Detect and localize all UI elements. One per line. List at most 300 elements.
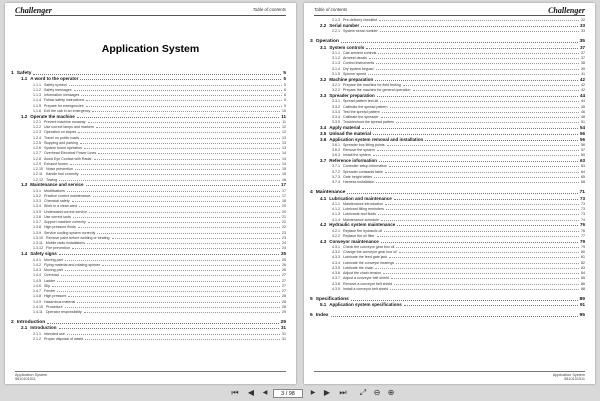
- toc-entry-number: 1.2.11: [33, 172, 43, 177]
- toc-entry-title: Prepare for emergencies: [44, 103, 84, 108]
- toc-entry-title: Exhaust fumes: [44, 161, 68, 166]
- toc-leader-dots: [88, 122, 281, 123]
- toc-entry-title: Machine preparation: [329, 76, 374, 82]
- toc-leader-dots: [68, 296, 280, 297]
- toc-entry[interactable]: [5, 336, 296, 341]
- toc-entry-page: 33: [581, 29, 585, 34]
- toc-entry-page: 42: [581, 88, 585, 93]
- toc-entry-page: 37: [581, 50, 585, 55]
- toc-leader-dots: [368, 74, 579, 75]
- toc-leader-dots: [75, 169, 280, 170]
- toc-entry-number: 3.3.1: [332, 99, 340, 104]
- toc-entry-number: 4.2.2: [332, 233, 340, 238]
- toc-entry[interactable]: [5, 309, 296, 314]
- toc-entry-title: System boom operation: [44, 146, 82, 151]
- toc-entry-number: 1.1.3: [33, 93, 41, 98]
- toc-entry-number: 1.2.3: [33, 130, 41, 135]
- toc-entry-number: 1.3.4: [33, 204, 41, 209]
- last-page-icon[interactable]: ⏭: [339, 388, 347, 397]
- toc-leader-dots: [373, 155, 579, 156]
- toc-entry-number: 1.4.7: [33, 289, 41, 294]
- toc-entry-page: 14: [282, 161, 286, 166]
- toc-entry-number: 5: [310, 296, 313, 302]
- toc-entry-title: Spreader preparation: [329, 93, 375, 99]
- toc-entry-page: 17: [282, 188, 286, 193]
- fullscreen-icon[interactable]: ⤢: [359, 388, 367, 397]
- toc-leader-dots: [94, 159, 280, 160]
- toc-entry-title: High pressure: [44, 294, 67, 299]
- toc-leader-dots: [47, 323, 278, 324]
- toc-leader-dots: [380, 101, 579, 102]
- toc-leader-dots: [78, 227, 280, 228]
- toc-entry-title: Spinner speed: [343, 71, 367, 76]
- toc-leader-dots: [67, 191, 280, 192]
- toc-entry-page: 73: [579, 195, 585, 201]
- toc-leader-dots: [59, 328, 279, 329]
- toc-entry-number: 1.4.2: [33, 262, 41, 267]
- toc-entry-title: Mobile radio installations: [45, 241, 86, 246]
- toc-entry-page: 28: [282, 304, 286, 309]
- toc-entry-number: 1.2.10: [33, 167, 43, 172]
- toc-entry-page: 22: [282, 225, 286, 230]
- toc-entry-number: 1.4.11: [33, 310, 43, 315]
- toc-leader-dots: [331, 316, 578, 317]
- toc-leader-dots: [362, 128, 578, 129]
- toc-entry-number: 1.2.12: [33, 177, 43, 182]
- toc-entry-page: 44: [581, 99, 585, 104]
- toc-leader-dots: [72, 201, 280, 202]
- toc-entry-page: 44: [579, 93, 585, 99]
- toc-leader-dots: [65, 307, 280, 308]
- toc-entry-page: 6: [284, 93, 286, 98]
- toc-entry-title: Flying material and rotating spinner: [44, 262, 101, 267]
- toc-entry-number: 3.3.2: [332, 104, 340, 109]
- toc-entry-number: 3.3: [320, 93, 327, 99]
- toc-entry-page: 51: [581, 120, 585, 125]
- toc-entry-title: Fire prevention: [46, 246, 70, 251]
- toc-entry-page: 13: [282, 146, 286, 151]
- toc-entry-title: Lubricants and fluids: [343, 212, 376, 217]
- toc-entry-page: 31: [282, 331, 286, 336]
- toc-entry-number: 1.3.5: [33, 209, 41, 214]
- toc-entry-number: 1.3.2: [33, 193, 41, 198]
- toc-entry[interactable]: [304, 295, 595, 302]
- toc-entry[interactable]: [304, 37, 595, 44]
- toc-entry-page: 23: [282, 235, 286, 240]
- toc-entry-number: 1.1.4: [33, 98, 41, 103]
- toc-entry-number: 4.3.2: [332, 250, 340, 255]
- toc-entry-title: Support machine correctly: [44, 220, 86, 225]
- toc-entry-page: 29: [280, 319, 286, 325]
- toc-entry-title: Overload: [44, 273, 59, 278]
- toc-entry-title: System controls: [329, 44, 365, 50]
- toc-entry-page: 86: [581, 281, 585, 286]
- toc-leader-dots: [86, 185, 279, 186]
- toc-leader-dots: [386, 209, 579, 210]
- toc-entry-page: 9: [284, 98, 286, 103]
- toc-leader-dots: [425, 140, 578, 141]
- toc-leader-dots: [77, 117, 279, 118]
- footer-doc-number: 5810101511: [15, 377, 36, 382]
- toc-leader-dots: [74, 90, 282, 91]
- toc-entry-page: 42: [581, 82, 585, 87]
- first-page-icon[interactable]: ⏮: [231, 388, 239, 397]
- toc-entry-page: 11: [281, 113, 286, 119]
- toc-entry-title: Change the conveyor gear box oil: [343, 250, 397, 255]
- toc-leader-dots: [391, 278, 579, 279]
- toc-entry-page: 46: [581, 109, 585, 114]
- toc-entry-number: 3.1.4: [332, 66, 340, 71]
- toc-entry-title: Practice correct maintenance: [44, 193, 91, 198]
- toc-entry-number: 3.7: [320, 158, 327, 164]
- toc-entry-title: Safety symbol: [44, 82, 67, 87]
- toc-entry-page: 20: [282, 209, 286, 214]
- toc-entry-title: Maintenance and service: [30, 182, 84, 188]
- toc-entry-number: 1.4.6: [33, 283, 41, 288]
- toc-entry-number: 1.2: [21, 113, 28, 119]
- toc-entry-page: 12: [282, 125, 286, 130]
- toc-entry-title: Troubleshoot the spread pattern: [343, 120, 395, 125]
- toc-entry-page: 5: [283, 70, 286, 76]
- toc-entry-title: Application system specifications: [329, 302, 402, 308]
- toc-entry-number: 2.1.3: [332, 18, 340, 23]
- toc-leader-dots: [377, 236, 579, 237]
- toc-entry-title: Control instruments: [343, 61, 375, 66]
- toc-leader-dots: [384, 231, 579, 232]
- toc-leader-dots: [382, 112, 579, 113]
- toc-entry-page: 79: [581, 244, 585, 249]
- toc-leader-dots: [70, 164, 280, 165]
- toc-entry-number: 3.6: [320, 136, 327, 142]
- toc-entry-page: 16: [282, 177, 286, 182]
- header-divider: [314, 15, 585, 16]
- toc-entry[interactable]: [304, 286, 595, 291]
- toc-entry-title: Calibrate the spread pattern: [343, 104, 388, 109]
- toc-entry-title: Moving part: [44, 268, 63, 273]
- header-section-title: Table of contents: [252, 7, 286, 12]
- toc-entry-title: Safety: [16, 70, 32, 76]
- toc-entry-number: 1.3.3: [33, 199, 41, 204]
- toc-entry-title: Exit the cab in an emergency: [44, 108, 91, 113]
- toc-leader-dots: [86, 100, 282, 101]
- toc-entry-number: 3.6.3: [332, 153, 340, 158]
- toc-entry-page: 73: [581, 201, 585, 206]
- toc-entry-number: 3.3.5: [332, 120, 340, 125]
- toc-entry-page: 14: [282, 151, 286, 156]
- toc-entry-page: 79: [579, 238, 585, 244]
- toc-leader-dots: [57, 291, 280, 292]
- toc-entry-number: 1.2.6: [33, 146, 41, 151]
- toc-entry-number: 4.1.1: [332, 201, 340, 206]
- toc-leader-dots: [375, 268, 579, 269]
- toc-leader-dots: [385, 172, 579, 173]
- toc-entry-title: Ladder: [44, 278, 56, 283]
- toc-leader-dots: [397, 225, 578, 226]
- toc-entry-title: Harness installation: [343, 180, 375, 185]
- toc-leader-dots: [57, 281, 280, 282]
- toc-entry-title: Adjust the chain tension: [343, 271, 382, 276]
- toc-entry-title: Maintenance introduction: [343, 201, 384, 206]
- toc-entry-title: Modifications: [44, 188, 65, 193]
- toc-leader-dots: [396, 122, 579, 123]
- toc-entry-number: 1.2.5: [33, 140, 41, 145]
- toc-entry-title: Avoid Eye Contact with Radar: [44, 156, 92, 161]
- toc-entry-number: 3.7.4: [332, 180, 340, 185]
- toc-entry-number: 1.3.10: [33, 235, 43, 240]
- toc-entry-title: Prevent machine runaway: [44, 119, 86, 124]
- toc-entry-page: 31: [282, 336, 286, 341]
- toc-entry-number: 3.1.3: [332, 61, 340, 66]
- toc-entry-page: 24: [282, 246, 286, 251]
- toc-entry-title: Operator responsibility: [45, 310, 82, 315]
- prev-page-icon[interactable]: ◀: [262, 389, 268, 396]
- toc-entry-number: 1.4: [21, 251, 28, 257]
- toc-entry-page: 24: [282, 241, 286, 246]
- toc-entry[interactable]: [304, 311, 595, 318]
- toc-leader-dots: [84, 312, 280, 313]
- toc-leader-dots: [78, 132, 280, 133]
- document-title: Application System: [101, 43, 200, 55]
- footer-divider: [314, 371, 585, 372]
- toc-leader-dots: [377, 150, 579, 151]
- toc-leader-dots: [380, 31, 579, 32]
- toc-entry-number: 2.2.1: [332, 29, 340, 34]
- toc-entry-title: Lubricate the conveyor bearings: [343, 260, 395, 265]
- toc-entry[interactable]: [304, 188, 595, 195]
- toc-leader-dots: [394, 284, 579, 285]
- toc-entry-title: Towing: [46, 177, 58, 182]
- toc-leader-dots: [394, 199, 578, 200]
- toc-entry-page: 95: [579, 312, 585, 318]
- toc-entry-number: 3.6.1: [332, 142, 340, 147]
- toc-entry-page: 17: [280, 182, 286, 188]
- toc-entry-page: 45: [581, 104, 585, 109]
- toc-entry-page: 80: [581, 250, 585, 255]
- toc-entry-number: 4.3.6: [332, 271, 340, 276]
- toc-entry-title: Specifications: [315, 296, 349, 302]
- toc-entry-number: 3: [310, 38, 313, 44]
- toc-entry-number: 3.2.2: [332, 88, 340, 93]
- toc-leader-dots: [59, 180, 280, 181]
- toc-entry-title: Hazardous material: [44, 299, 76, 304]
- toc-entry-number: 4.3: [320, 238, 327, 244]
- toc-entry-page: 84: [581, 271, 585, 276]
- toc-entry[interactable]: [304, 302, 595, 308]
- toc-entry-title: Service cooling system correctly: [44, 230, 96, 235]
- toc-entry-title: Gate height tables: [343, 174, 373, 179]
- toc-entry-title: Operation: [315, 38, 339, 44]
- toc-entry-title: High pressure fluids: [44, 225, 76, 230]
- toc-leader-dots: [81, 174, 281, 175]
- toc-entry-title: Remove a conveyor belt shield: [343, 281, 393, 286]
- zoom-in-icon[interactable]: ⊕: [387, 388, 395, 397]
- toc-entry-number: 1.3.12: [33, 246, 43, 251]
- toc-leader-dots: [390, 107, 579, 108]
- toc-entry-title: Install the system: [343, 153, 371, 158]
- header-divider: [15, 15, 286, 16]
- toc-leader-dots: [379, 161, 578, 162]
- toc-entry-number: 1.1.6: [33, 108, 41, 113]
- toc-entry-number: 1.3.8: [33, 225, 41, 230]
- toc-leader-dots: [396, 247, 579, 248]
- toc-leader-dots: [85, 339, 280, 340]
- toc-entry-title: Use correct lamps and markers: [44, 125, 94, 130]
- header-section-title: Table of contents: [314, 7, 348, 12]
- toc-entry-title: Install a conveyor belt shield: [343, 286, 389, 291]
- toc-entry-number: 1.4.5: [33, 278, 41, 283]
- toc-leader-dots: [89, 212, 280, 213]
- toc-entry-title: Pre-delivery checklist: [343, 18, 377, 23]
- page-footer: [15, 373, 47, 382]
- toc-leader-dots: [81, 138, 280, 139]
- toc-entry-number: 4.2.1: [332, 228, 340, 233]
- toc-leader-dots: [87, 243, 280, 244]
- toc-entry-page: 42: [579, 76, 585, 82]
- toc-entry-title: Hydraulic system maintenance: [329, 222, 396, 228]
- toc-entry[interactable]: [304, 28, 595, 33]
- toc-entry-number: 4.3.7: [332, 276, 340, 281]
- toc-entry-page: 35: [579, 38, 585, 44]
- toc-entry[interactable]: [304, 179, 595, 184]
- zoom-out-icon[interactable]: ⊖: [373, 388, 381, 397]
- toc-entry-number: 1.2.7: [33, 151, 41, 156]
- toc-entry-page: 39: [581, 66, 585, 71]
- toc-entry-number: 4.3.1: [332, 244, 340, 249]
- toc-entry-page: 63: [581, 164, 585, 169]
- toc-entry-page: 27: [282, 278, 286, 283]
- toc-leader-dots: [59, 254, 279, 255]
- toc-entry-title: Lubrication and maintenance: [329, 195, 392, 201]
- toc-leader-dots: [73, 217, 280, 218]
- toc-entry-number: 1.3.11: [33, 241, 43, 246]
- toc-entry-title: Introduction: [30, 325, 57, 331]
- viewer-toolbar: [0, 387, 600, 401]
- toc-leader-dots: [81, 95, 282, 96]
- toc-entry-title: Understand correct service: [44, 209, 87, 214]
- toc-entry-number: 3.7.1: [332, 164, 340, 169]
- toc-entry-number: 1.1: [21, 76, 28, 82]
- toc-entry-number: 4.3.9: [332, 286, 340, 291]
- toc-entry-title: Maintenance: [315, 189, 346, 195]
- toc-leader-dots: [77, 302, 280, 303]
- toc-entry-page: 27: [282, 283, 286, 288]
- toc-entry-number: 3.2.1: [332, 82, 340, 87]
- toc-entry-title: Chemical safety: [44, 199, 70, 204]
- next-page-icon[interactable]: ▶: [323, 388, 331, 397]
- toc-entry-page: 38: [581, 61, 585, 66]
- toc-entry-page: 56: [581, 142, 585, 147]
- toc-entry-page: 54: [579, 125, 585, 131]
- toc-leader-dots: [341, 42, 578, 43]
- toc-entry-title: Handle fuel correctly: [45, 172, 79, 177]
- toc-entry-page: 29: [282, 310, 286, 315]
- toc-leader-dots: [112, 238, 280, 239]
- toc-entry-number: 1.3.9: [33, 230, 41, 235]
- toc-leader-dots: [80, 143, 280, 144]
- toc-entry-page: 25: [280, 251, 286, 257]
- toc-entry-page: 76: [579, 222, 585, 228]
- toc-entry-title: Intended use: [44, 331, 65, 336]
- toc-leader-dots: [376, 182, 579, 183]
- toc-entry-title: Spread pattern test kit: [343, 99, 379, 104]
- toc-entry-title: Follow safety instructions: [44, 98, 85, 103]
- toc-leader-dots: [378, 53, 579, 54]
- toc-leader-dots: [379, 20, 579, 21]
- toc-entry-page: 48: [581, 115, 585, 120]
- brand-logo: Challenger: [548, 6, 585, 15]
- toc-entry-title: Test the spread pattern: [343, 109, 380, 114]
- toc-entry-number: 1.1.2: [33, 87, 41, 92]
- page-indicator[interactable]: 3 / 98: [273, 389, 303, 398]
- toc-entry-number: 1.3.1: [33, 188, 41, 193]
- toc-entry-page: 13: [282, 135, 286, 140]
- toc-entry-page: 22: [282, 220, 286, 225]
- toc-entry-page: 11: [282, 119, 286, 124]
- toc-entry[interactable]: [5, 318, 296, 325]
- toc-leader-dots: [385, 204, 579, 205]
- toc-entry-page: 26: [282, 262, 286, 267]
- toc-leader-dots: [404, 305, 578, 306]
- prev-page-icon[interactable]: ◀: [247, 388, 255, 397]
- toc-leader-dots: [92, 111, 280, 112]
- toc-entry-title: Unload the material: [329, 130, 372, 136]
- toc-entry-page: 6: [284, 87, 286, 92]
- toc-leader-dots: [381, 242, 578, 243]
- toc-entry-page: 5: [283, 76, 286, 82]
- toc-entry-number: 1.4.9: [33, 299, 41, 304]
- toc-leader-dots: [413, 90, 579, 91]
- toc-entry-page: 73: [581, 207, 585, 212]
- toc-entry-title: Stopping and parking: [44, 140, 78, 145]
- next-page-icon[interactable]: ▶: [310, 389, 316, 396]
- toc-entry-page: 65: [581, 174, 585, 179]
- footer-divider: [15, 371, 286, 372]
- toc-entry-title: Reference information: [329, 158, 378, 164]
- toc-leader-dots: [361, 26, 578, 27]
- toc-entry-title: Replace the hydraulic oil: [343, 228, 383, 233]
- toc-entry[interactable]: [5, 69, 296, 76]
- toc-entry-title: Armrest decals: [343, 56, 367, 61]
- toc-entry-number: 4.1.2: [332, 207, 340, 212]
- toc-entry-page: 63: [579, 158, 585, 164]
- toc-entry-number: 4.3.3: [332, 255, 340, 260]
- toc-entry-title: Remove the system: [343, 148, 375, 153]
- toc-entry-page: 20: [282, 204, 286, 209]
- toc-entry-number: 3.1.2: [332, 56, 340, 61]
- toc-leader-dots: [377, 96, 578, 97]
- toc-entry-number: 3.1.5: [332, 71, 340, 76]
- toc-entry-page: 77: [581, 233, 585, 238]
- toc-entry-page: 89: [579, 296, 585, 302]
- toc-entry-page: 15: [282, 167, 286, 172]
- toc-entry-number: 3.5: [320, 130, 327, 136]
- right-page: [304, 3, 595, 384]
- toc-leader-dots: [84, 148, 280, 149]
- toc-leader-dots: [381, 220, 579, 221]
- toc-entry-title: Lubricate the feed gate jack: [343, 255, 388, 260]
- toc-entry-title: Lubricate the chain: [343, 265, 374, 270]
- toc-leader-dots: [376, 63, 579, 64]
- toc-entry-title: Dry system keypad: [343, 66, 374, 71]
- toc-entry-page: 9: [284, 103, 286, 108]
- toc-entry-title: Operate the machine: [30, 113, 75, 119]
- toc-leader-dots: [80, 79, 281, 80]
- toc-entry-number: 2.1: [21, 325, 28, 331]
- toc-entry-number: 1.4.1: [33, 257, 41, 262]
- toc-entry-page: 85: [581, 276, 585, 281]
- toc-entry-page: 25: [282, 257, 286, 262]
- toc-entry-page: 18: [282, 199, 286, 204]
